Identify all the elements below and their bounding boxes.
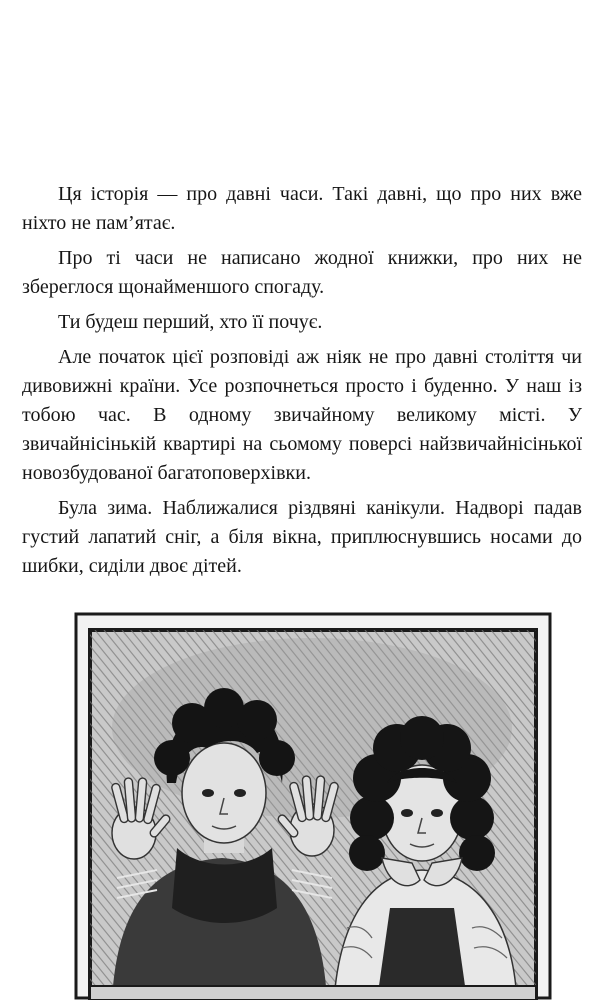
paragraph-1: Ця історія — про давні часи. Такі давні, що про них вже ніхто не пам’ятає. bbox=[22, 183, 582, 234]
story-text bbox=[22, 180, 582, 587]
paragraph-2: Про ті часи не написано жодної книжки, про них не збереглося щонайменшого спогаду. bbox=[22, 247, 582, 298]
children-at-window-drawing bbox=[72, 608, 552, 1000]
window-illustration bbox=[72, 608, 552, 1000]
paragraph-3: Ти будеш перший, хто її почує. bbox=[58, 311, 323, 333]
window-sill bbox=[90, 986, 536, 1000]
paragraph-4: Але початок цієї розповіді аж ніяк не про давні століття чи дивовижні країни. Усе розпочнеться просто і буденно. У наш із тобою час. В одному звичайному великому місті. У звичайнісінькій квартирі на сьомому поверсі найзвичайнісінької новозбудованої багатоповерхівки. bbox=[22, 346, 582, 484]
paragraph-5: Була зима. Наближалися різдвяні канікули. Надворі падав густий лапатий сніг, а біля вікна, приплюснувшись носами до шибки, сиділи двоє дітей. bbox=[22, 497, 582, 577]
